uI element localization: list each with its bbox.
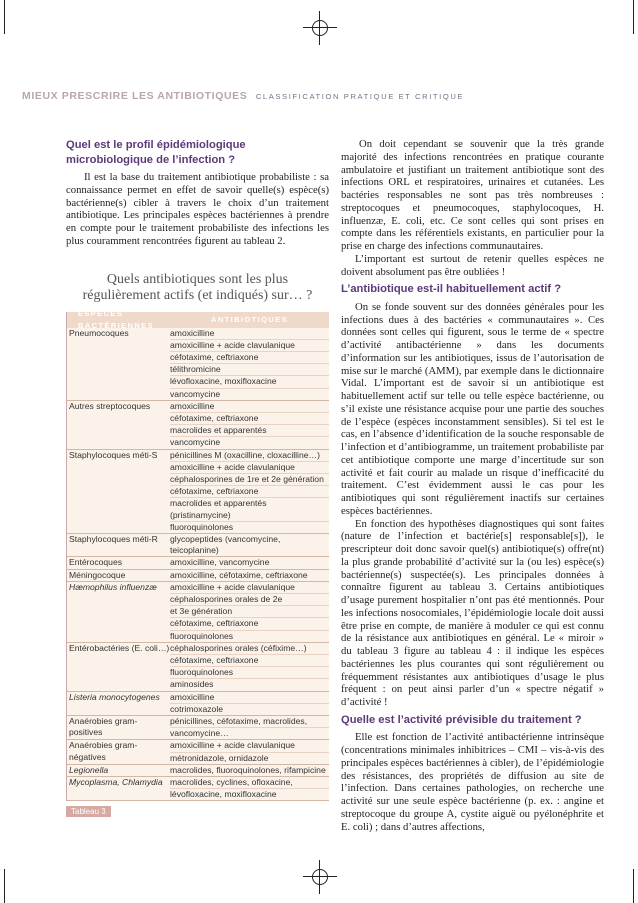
antibiotic-entry: lévofloxacine, moxifloxacine (170, 789, 277, 800)
antibiotic-entry: glycopeptides (vancomycine, teicoplanine) (170, 533, 281, 556)
antibiotics-cell (170, 740, 329, 763)
antibiotic-entry: amoxicilline, vancomycine (170, 557, 270, 568)
antibiotic-entry: céfotaxime, ceftriaxone (170, 655, 329, 667)
antibiotic-entry: et 3e génération (170, 606, 329, 618)
species-cell: Entérobactéries (E. coli…) (69, 642, 170, 653)
antibiotics-cell (170, 777, 329, 800)
antibiotics-table (66, 309, 329, 802)
table-row (67, 777, 329, 801)
antibiotic-entry: fluoroquinolones (170, 521, 234, 532)
table-body (67, 328, 329, 802)
antibiotic-entry: vancomycine (170, 437, 221, 448)
section-heading-epidemiology: Quel est le profil épidémiologique microbiologique de l’infection ? (66, 139, 246, 166)
table-row (67, 643, 329, 692)
paragraph-spectrum: On se fonde souvent sur des données générales pour les infections dues à des bactéries « communautaires ». Ces données sont celles qui figurent, sous le terme de « spectre d’activité antibactérienne » dans les documents d’information sur les antibiotiques, issus de l’autorisation de mise sur le marché (AMM), par exemple dans le dictionnaire Vidal. L’important est de savoir si un antibiotique est habituellement actif sur telle ou telle espèce bactérienne, ou s’il existe une résistance acquise pour une partie des souches de l’espèce (espèces inconstamment sensibles). Si tel est le cas, en l’absence d’identification de la souche responsable de l’infection et d’antibiogramme, un traitement probabiliste par cet antibiotique comporte une marge d’incertitude sur son activité et fait courir au malade un risque d’inefficacité du traitement. C’est évidemment aussi le cas pour les antibiotiques qui sont régulièrement inactifs sur certaines espèces bactériennes. (341, 300, 604, 517)
crop-mark-top-right (633, 0, 634, 34)
antibiotics-cell (170, 582, 329, 642)
table-row (67, 716, 329, 740)
antibiotic-entry: céphalosporines orales (céfixime…) (170, 643, 329, 655)
antibiotics-cell (170, 643, 329, 691)
table-row (67, 328, 329, 401)
species-cell: Hæmophilus influenzæ (69, 581, 157, 592)
species-cell: Listeria monocytogenes (69, 691, 160, 702)
antibiotic-entry: lévofloxacine, moxifloxacine (170, 376, 329, 388)
paragraph-hypotheses: En fonction des hypothèses diagnostiques qui sont faites (nature de l’infection et bactérie[s] responsable[s]), le prescripteur doit donc savoir quel(s) antibiotique(s) offre(nt) la plus grande probabilité d’activité sur la (ou les) espèce(s) bactérienne(s) suspectée(s). Les principales données à connaître figurent au tableau 3. Certains antibiotiques d’usage purement hospitalier n’ont pas été mentionnés. Pour les infections nosocomiales, l’épidémiologie locale doit aussi être prise en compte, de manière à moduler ce qui est connu de la résistance aux antibiotiques en général. Le « miroir » du tableau 3 figure au tableau 4 : il indique les espèces bactériennes les plus courantes qui sont régulièrement ou fréquemment résistantes aux antibiotiques d’usage le plus fréquent : on peut ainsi parler d’un « spectre négatif » d’activité ! (341, 517, 604, 708)
antibiotic-entry: macrolides, cyclines, ofloxacine, (170, 777, 329, 789)
paragraph-intrinsic-activity: Elle est fonction de l’activité antibactérienne intrinsèque (concentrations minimales inhibitrices – CMI – vis-à-vis des principales espèces bactériennes à cibler), de l’épidémiologie des résistances, des propriétés de diffusion au site de l’infection. Dans certaines pathologies, on recherche une activité sur une seule espèce bactérienne (p. ex. : angine et streptocoque du groupe A, cystite aiguë ou pyélonéphrite et E. coli) ; dans d’autres affections, (341, 731, 604, 833)
antibiotic-entry: pénicillines, céfotaxime, macrolides, (170, 716, 329, 728)
running-head (22, 86, 464, 104)
antibiotic-entry: pénicillines M (oxacilline, cloxacilline…) (170, 450, 329, 462)
antibiotic-entry: aminosides (170, 679, 214, 690)
species-cell: Méningocoque (69, 569, 126, 580)
antibiotics-cell (170, 557, 329, 568)
table-row (67, 570, 329, 582)
species-cell: Autres streptocoques (69, 400, 151, 411)
antibiotics-cell (170, 692, 329, 715)
table-row (67, 765, 329, 777)
antibiotic-entry: télithromicine (170, 364, 329, 376)
registration-mark-bottom (309, 866, 331, 888)
table-header (67, 309, 329, 330)
antibiotic-entry: métronidazole, ornidazole (170, 752, 269, 763)
paragraph-important: L’important est surtout de retenir quelles espèces ne doivent absolument pas être oubliées ! (341, 252, 604, 278)
antibiotic-entry: amoxicilline + acide clavulanique (170, 340, 329, 352)
antibiotic-entry: amoxicilline, céfotaxime, ceftriaxone (170, 569, 308, 580)
species-cell: Mycoplasma, Chlamydia (69, 777, 163, 788)
section-heading-activity: L’antibiotique est-il habituellement actif ? (341, 283, 562, 296)
section-heading-predictable-activity: Quelle est l’activité prévisible du traitement ? (341, 713, 582, 726)
antibiotic-entry: céphalosporines orales de 2e (170, 594, 329, 606)
table-row (67, 401, 329, 450)
table-row (67, 582, 329, 643)
antibiotic-entry: macrolides, fluoroquinolones, rifampicine (170, 764, 326, 775)
species-cell: Staphylocoques méti-R (69, 533, 158, 544)
antibiotic-entry: fluoroquinolones (170, 630, 234, 641)
antibiotic-entry: céfotaxime, ceftriaxone (170, 352, 329, 364)
antibiotics-cell (170, 765, 329, 776)
left-column (66, 138, 329, 819)
running-head-subtitle: CLASSIFICATION PRATIQUE ET CRITIQUE (255, 92, 465, 101)
antibiotics-cell (170, 716, 329, 739)
antibiotic-entry: céfotaxime, ceftriaxone (170, 486, 329, 498)
antibiotics-cell (170, 534, 329, 556)
antibiotic-entry: amoxicilline + acide clavulanique (170, 462, 329, 474)
species-cell: Anaérobies gram-négatives (69, 740, 138, 762)
paragraph-common-infections: On doit cependant se souvenir que la très grande majorité des infections rencontrées en pratique courante ambulatoire et justifiant un traitement antibiotique sont des infections ORL et respiratoires, urinaires et cutanées. Les bactéries responsables ne sont pas très nombreuses : streptocoques et pneumocoques, staphylocoques, H. influenzæ, E. coli, etc. Ce sont celles qui sont prises en compte dans les référentiels existants, en particulier pour la prise en charge des infections communautaires. (341, 138, 604, 252)
table-row (67, 450, 329, 534)
antibiotic-entry: vancomycine (170, 388, 221, 399)
species-cell: Entérocoques (69, 557, 123, 568)
table-row (67, 692, 329, 716)
running-head-title: MIEUX PRESCRIRE LES ANTIBIOTIQUES (22, 90, 248, 102)
antibiotics-cell (170, 328, 329, 400)
table-row (67, 740, 329, 764)
antibiotic-entry: amoxicilline + acide clavulanique (170, 740, 329, 752)
paragraph-epidemiology: Il est la base du traitement antibiotique probabiliste : sa connaissance permet en effet de savoir quelle(s) espèce(s) bactérienne(s) cibler à travers le choix d’un traitement antibiotique. Les principales espèces bactériennes à prendre en compte pour le traitement probabiliste des infections les plus couramment rencontrées figurent au tableau 2. (66, 171, 329, 247)
registration-mark-top (309, 17, 331, 39)
table-title (66, 272, 329, 304)
antibiotic-entry: céphalosporines de 1re et 2e génération (170, 474, 329, 486)
antibiotic-entry: fluoroquinolones (170, 667, 329, 679)
antibiotic-entry: amoxicilline (170, 401, 329, 413)
table-row (67, 557, 329, 569)
header-species: ESPÈCES BACTÉRIENNES (78, 309, 154, 330)
antibiotics-cell (170, 570, 329, 581)
antibiotic-entry: macrolides et apparentés (170, 425, 329, 437)
header-antibiotics: ANTIBIOTIQUES (211, 314, 288, 324)
crop-mark-bottom-right (633, 869, 634, 903)
table-row (67, 534, 329, 557)
antibiotic-entry: cotrimoxazole (170, 703, 224, 714)
species-cell: Pneumocoques (69, 327, 129, 338)
antibiotics-cell (170, 401, 329, 449)
species-cell: Staphylocoques méti-S (69, 449, 158, 460)
crop-mark-bottom-left (4, 869, 5, 903)
antibiotic-entry: céfotaxime, ceftriaxone (170, 618, 329, 630)
table-title-line-2: régulièrement actifs (et indiqués) sur… ? (82, 287, 313, 303)
antibiotic-entry: amoxicilline (170, 328, 329, 340)
right-column (341, 138, 604, 833)
antibiotics-cell (170, 450, 329, 533)
antibiotic-entry: céfotaxime, ceftriaxone (170, 413, 329, 425)
antibiotic-entry: macrolides et apparentés (pristinamycine) (170, 498, 329, 521)
table-title-line-1: Quels antibiotiques sont les plus (106, 271, 289, 287)
antibiotic-entry: amoxicilline + acide clavulanique (170, 582, 329, 594)
table-label: Tableau 3 (66, 806, 111, 817)
antibiotic-entry: vancomycine… (170, 728, 229, 739)
species-cell: Legionella (69, 764, 109, 775)
species-cell: Anaérobies gram-positives (69, 716, 138, 738)
antibiotic-entry: amoxicilline (170, 692, 329, 704)
crop-mark-top-left (4, 0, 5, 34)
